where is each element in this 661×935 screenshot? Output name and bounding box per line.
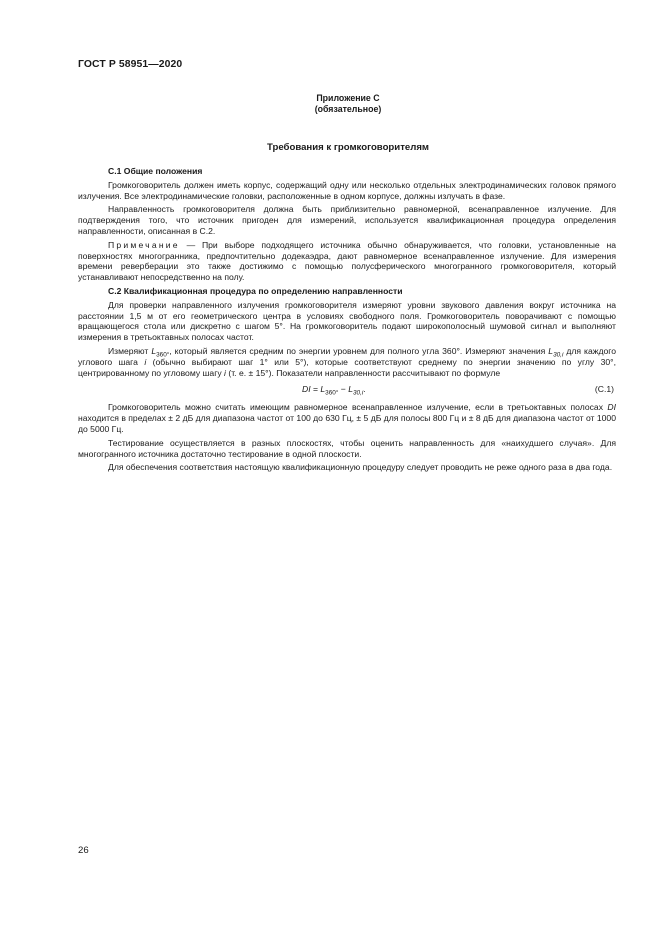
paragraph: Для проверки направленного излучения громкоговорителя измеряют уровни звукового давления вокруг источника на расстоянии 1,5 м от его геометрического центра в условиях свободного поля. Громкоговоритель поворачивают с помощью вращающегося стола или дискретно с шагом 5°. На громкоговоритель подают широкополосный шумовой сигнал и выполняют измерения в третьоктавных полосах частот. (78, 299, 616, 343)
symbol-i: i (144, 356, 147, 367)
note-paragraph (78, 240, 616, 283)
formula-c1 (78, 381, 616, 399)
formula-lhs: DI (302, 384, 311, 395)
paragraph-with-formula-intro (78, 346, 616, 378)
appendix-caption (78, 93, 618, 115)
page-number: 26 (78, 845, 89, 856)
paragraph: Тестирование осуществляется в разных плоскостях, чтобы оценить направленность для «наихудшего случая». Для многогранного источника достаточно тестирование в одной плоскости. (78, 437, 616, 459)
section-heading-c1: С.1 Общие положения (108, 166, 203, 176)
section-heading-c2: С.2 Квалификационная процедура по определению направленности (108, 285, 403, 296)
formula-number: (С.1) (594, 384, 614, 395)
symbol-L: L (548, 345, 554, 356)
symbol-i: i (224, 367, 226, 378)
paragraph: Громкоговоритель должен иметь корпус, содержащий одну или несколько отдельных электродинамических головок прямого излучения. Все электродинамические головки, расположенные в одном корпусе, должны излучать в фазе. (78, 179, 616, 201)
text-run: , который является средним по энергии уровнем для полного угла 360°. Измеряют значения (169, 345, 549, 356)
formula-end: . (363, 384, 366, 395)
subscript-360: 360° (156, 351, 170, 359)
paragraph (78, 402, 616, 434)
symbol-L: L (320, 384, 326, 395)
appendix-title: Требования к громкоговорителям (266, 142, 430, 153)
subscript-360: 360° (325, 390, 339, 398)
text-run: (т. е. ± 15°). Показатели направленности рассчитывают по формуле (225, 367, 501, 378)
content-body (78, 166, 616, 476)
symbol-L: L (348, 384, 353, 395)
symbol-DI: DI (607, 402, 616, 413)
note-label: Примечание (108, 239, 180, 250)
standard-header: ГОСТ Р 58951—2020 (78, 59, 183, 70)
paragraph: Направленность громкоговорителя должна быть приблизительно равномерной, всенаправленное излучение. Для подтверждения того, что источник пригоден для измерений, используется квалификационная процедура определения направленности, описанная в С.2. (78, 204, 616, 236)
formula-minus: − (338, 384, 349, 395)
appendix-status: (обязательное) (314, 104, 382, 114)
subscript-30i: 30,i (553, 351, 564, 359)
formula-expression (302, 384, 366, 398)
text-run: (обычно выбирают шаг 1° или 5°), которые соответствуют среднему по энергии значению по углу 30°, центрированному по угловому шагу (78, 356, 616, 378)
text-run: Измеряют (108, 345, 152, 356)
subscript-30i: 30,i (352, 390, 364, 398)
paragraph: Для обеспечения соответствия настоящую квалификационную процедуру следует проводить не реже одного раза в два года. (108, 462, 613, 473)
appendix-label: Приложение С (316, 93, 380, 103)
symbol-L: L (151, 345, 157, 356)
text-run: находится в пределах ± 2 дБ для диапазона частот от 100 до 630 Гц, ± 5 дБ для полосы 800 Гц и ± 8 дБ для диапазона частот от 1000 до 5000 Гц. (78, 413, 616, 434)
text-run: Громкоговоритель можно считать имеющим равномерное всенаправленное излучение, если в третьоктавных полосах (108, 402, 608, 413)
formula-equals: = (310, 384, 321, 395)
text-run: для каждого углового шага (78, 345, 616, 367)
note-text: — При выборе подходящего источника обычно обнаруживается, что головки, установленные на поверхностях многогранника, предпочтительно додекаэдра, дают равномерное всенаправленное излучение. Для измерения времени реверберации это также достижимо с помощью полусферического многогранного громкоговорителя, который устанавливают непосредственно на полу. (78, 239, 616, 283)
